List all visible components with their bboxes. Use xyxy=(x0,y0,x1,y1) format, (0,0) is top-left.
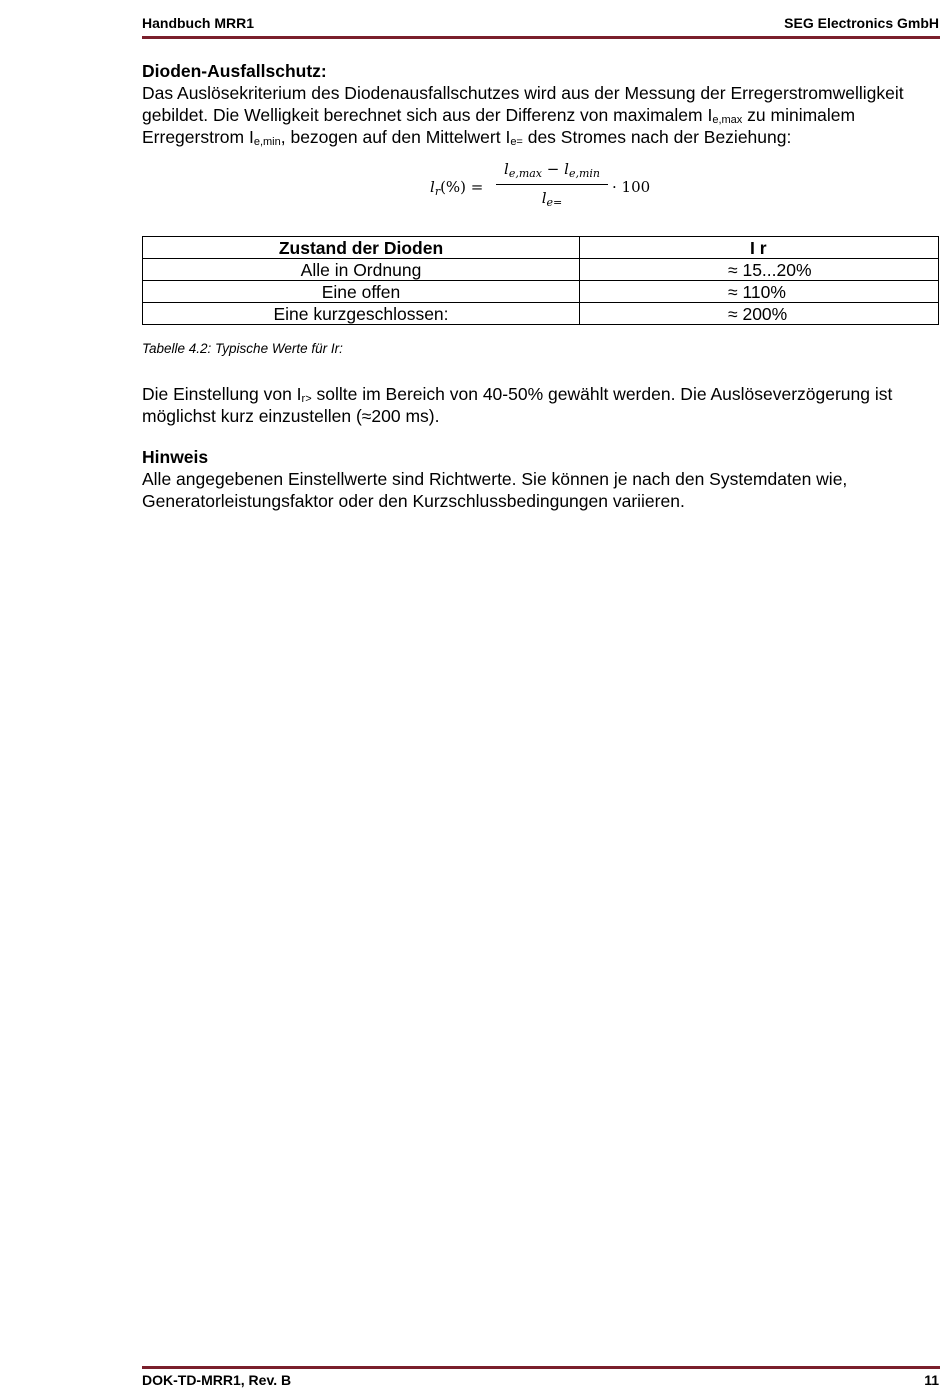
formula-rhs: · 100 xyxy=(612,178,651,196)
page-header xyxy=(142,15,939,35)
setting-text-a: Die Einstellung von I xyxy=(142,384,302,404)
intro-text-a: Das Auslösekriterium des Diodenausfallschutzes wird aus der Messung der Erregerstromwelligkeit gebildet. Die Welligkeit berechnet sich aus der Differenz von maximalem I xyxy=(142,83,904,125)
table-cell-state: Eine offen xyxy=(143,281,580,303)
table-header-row xyxy=(143,237,939,259)
setting-text-b: sollte im Bereich von 40-50% gewählt werden. Die Auslöseverzögerung ist möglichst kurz einzustellen (≈200 ms). xyxy=(142,384,893,426)
table-header-ir: I r xyxy=(580,237,939,259)
header-company: SEG Electronics GmbH xyxy=(784,15,939,31)
table-row xyxy=(143,303,939,325)
footer-page-number: 11 xyxy=(924,1372,939,1388)
table-row xyxy=(143,259,939,281)
table-cell-state: Alle in Ordnung xyxy=(143,259,580,281)
formula-denominator xyxy=(496,185,608,209)
formula-lhs-var: l xyxy=(430,178,435,196)
intro-sub-emean: e= xyxy=(510,136,523,148)
intro-sub-emin: e,min xyxy=(253,136,281,148)
table-cell-state: Eine kurzgeschlossen: xyxy=(143,303,580,325)
formula-num-var1: l xyxy=(504,160,509,178)
note-block xyxy=(142,446,939,512)
header-rule xyxy=(142,36,940,39)
intro-text-d: des Stromes nach der Beziehung: xyxy=(522,127,792,147)
section-title: Dioden-Ausfallschutz: xyxy=(142,61,327,81)
table-cell-ir: ≈ 15...20% xyxy=(580,259,939,281)
table-row xyxy=(143,281,939,303)
formula-lhs-rest: (%) = xyxy=(440,178,484,196)
formula-lhs xyxy=(430,176,483,198)
formula-den-sub: e= xyxy=(546,196,563,209)
setting-sub: r> xyxy=(301,393,312,405)
formula-den-var: l xyxy=(541,189,547,207)
table-header-state: Zustand der Dioden xyxy=(143,237,580,259)
formula-lhs-sub: r xyxy=(434,185,441,198)
intro-sub-emax: e,max xyxy=(712,114,743,126)
table-caption: Tabelle 4.2: Typische Werte für Ir: xyxy=(142,341,343,356)
formula-num-sub1: e,max xyxy=(508,167,543,180)
table-cell-ir: ≈ 110% xyxy=(580,281,939,303)
formula-num-var2: l xyxy=(564,160,569,178)
intro-text-c: , bezogen auf den Mittelwert I xyxy=(280,127,511,147)
formula-num-minus: − xyxy=(542,160,565,178)
diode-state-table xyxy=(142,236,939,325)
intro-text-b: zu minimalem Erregerstrom I xyxy=(142,105,856,147)
ripple-formula xyxy=(142,156,939,224)
setting-paragraph xyxy=(142,383,939,427)
formula-num-sub2: e,min xyxy=(568,167,600,180)
formula-numerator xyxy=(496,158,608,185)
formula-fraction xyxy=(496,158,608,209)
header-document-title: Handbuch MRR1 xyxy=(142,15,254,31)
footer-rule xyxy=(142,1366,940,1369)
page-content xyxy=(142,60,939,512)
footer-document-id: DOK-TD-MRR1, Rev. B xyxy=(142,1372,292,1388)
intro-paragraph xyxy=(142,82,939,148)
note-text: Alle angegebenen Einstellwerte sind Richtwerte. Sie können je nach den Systemdaten wie, Generatorleistungsfaktor oder den Kurzschlussbedingungen variieren. xyxy=(142,469,848,511)
page-footer xyxy=(142,1372,939,1392)
note-title: Hinweis xyxy=(142,447,209,467)
table-cell-ir: ≈ 200% xyxy=(580,303,939,325)
